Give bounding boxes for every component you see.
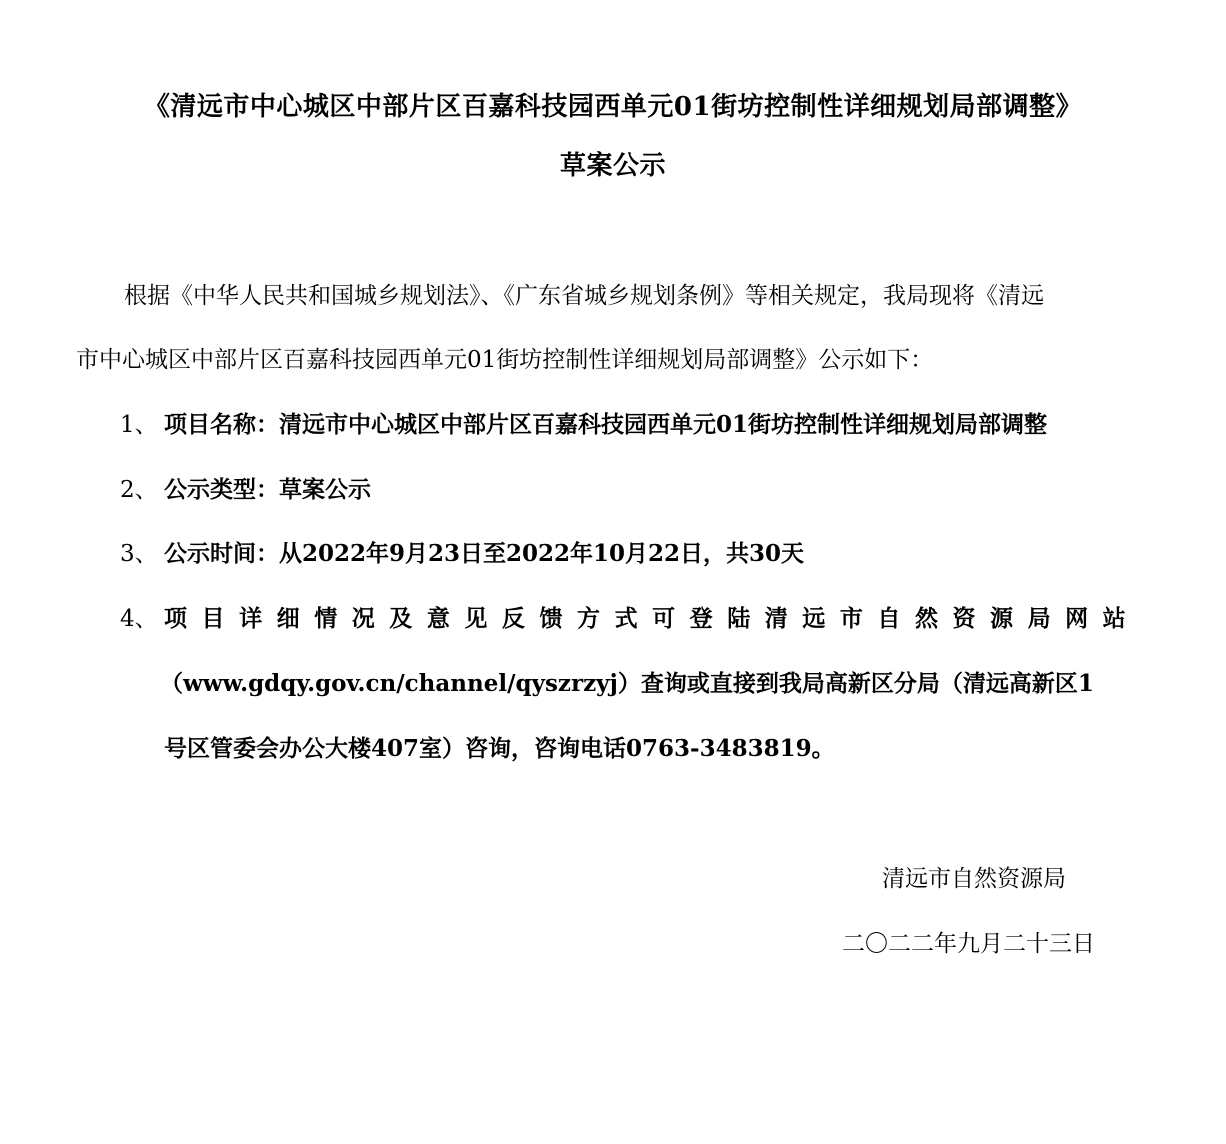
item-4-line1 [164, 603, 1126, 635]
item-4-line1-char: 站 [1102, 605, 1126, 632]
item-4-line1-char: 见 [464, 605, 488, 632]
item-4-line1-char: 网 [1065, 605, 1089, 632]
item-4-line2: （www.gdqy.gov.cn/channel/qyszrzyj）查询或直接到我局高新区分局（清远高新区1 [160, 670, 1094, 697]
item-value: 清远市中心城区中部片区百嘉科技园西单元01街坊控制性详细规划局部调整 [279, 411, 1048, 438]
item-number: 3、 [120, 541, 158, 567]
notice-item-1 [120, 409, 1047, 441]
issuing-organization: 清远市自然资源局 [882, 866, 1066, 892]
item-4-line1-char: 反 [501, 605, 525, 632]
item-4-line1-char: 清 [764, 605, 788, 632]
item-label: 项目名称： [164, 411, 279, 438]
item-4-line1-char: 及 [389, 605, 413, 632]
intro-paragraph-line2: 市中心城区中部片区百嘉科技园西单元01街坊控制性详细规划局部调整》公示如下： [76, 347, 934, 373]
item-4-line1-char: 细 [276, 605, 300, 632]
item-4-line1-char: 市 [839, 605, 863, 632]
item-number: 1、 [120, 412, 158, 438]
item-4-line1-char: 局 [1027, 605, 1051, 632]
item-number: 2、 [120, 477, 158, 503]
item-4-line1-char: 远 [802, 605, 826, 632]
item-value: 从2022年9月23日至2022年10月22日，共30天 [279, 540, 805, 567]
document-title-line2: 草案公示 [559, 151, 666, 181]
item-number: 4、 [120, 606, 158, 632]
item-4-line1-char: 方 [577, 605, 601, 632]
item-4-line1-char: 况 [351, 605, 375, 632]
item-label: 公示时间： [164, 540, 279, 567]
item-4-line3: 号区管委会办公大楼407室）咨询，咨询电话0763-3483819。 [164, 735, 835, 762]
notice-item-4 [120, 603, 1126, 635]
item-4-line1-char: 然 [914, 605, 938, 632]
item-4-line1-char: 可 [652, 605, 676, 632]
item-4-line1-char: 项 [164, 605, 187, 632]
item-4-line1-char: 情 [314, 605, 338, 632]
item-4-line1-char: 源 [990, 605, 1014, 632]
item-4-line1-char: 陆 [727, 605, 751, 632]
item-4-line1-char: 馈 [539, 605, 563, 632]
item-4-line1-char: 式 [614, 605, 638, 632]
item-4-line1-char: 目 [201, 605, 225, 632]
item-label: 公示类型： [164, 476, 279, 503]
notice-item-3 [120, 538, 804, 570]
issue-date: 二〇二二年九月二十三日 [842, 931, 1095, 957]
notice-item-2 [120, 474, 371, 506]
item-4-line1-char: 详 [239, 605, 263, 632]
document-title-line1: 《清远市中心城区中部片区百嘉科技园西单元01街坊控制性详细规划局部调整》 [143, 92, 1083, 122]
item-4-line1-char: 意 [426, 605, 450, 632]
intro-paragraph-line1: 根据《中华人民共和国城乡规划法》、《广东省城乡规划条例》等相关规定，我局现将《清远 [124, 283, 1044, 309]
item-4-line1-char: 资 [952, 605, 976, 632]
item-value: 草案公示 [279, 476, 371, 503]
item-4-line1-char: 登 [689, 605, 713, 632]
item-4-line1-char: 自 [877, 605, 901, 632]
